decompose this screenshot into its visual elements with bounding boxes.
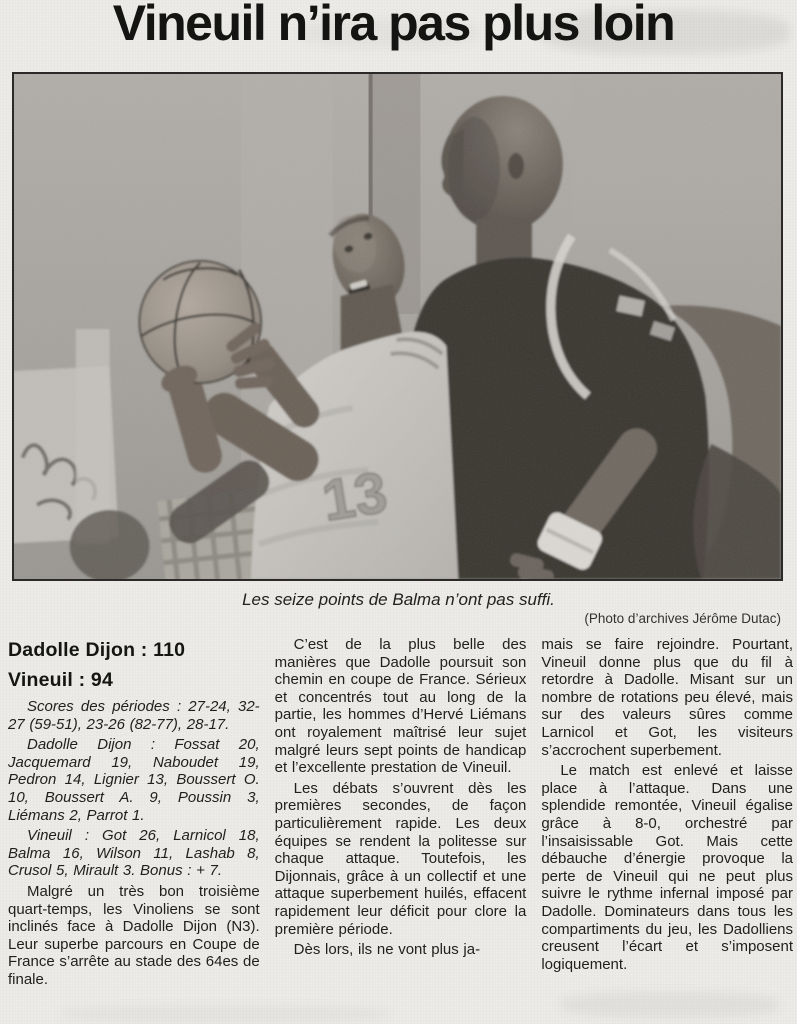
score-line-vineuil: Vineuil : 94: [8, 669, 113, 691]
score-line-dadolle: Dadolle Dijon : 110: [8, 639, 186, 661]
paragraph-body-3: Dès lors, ils ne vont plus ja-: [293, 941, 481, 959]
article-body: [8, 636, 793, 1024]
photo-credit: (Photo d’archives Jérôme Dutac): [584, 611, 781, 626]
paragraph-period-scores: Scores des périodes : 27-24, 32-27 (59-51), 23-26 (82-77), 28-17.: [8, 698, 260, 733]
paragraph-vineuil-scorers: Vineuil : Got 26, Larnicol 18, Balma 16, Wilson 11, Lashab 8, Crusol 5, Mirault 3. Bonus : + 7.: [8, 827, 260, 880]
column-right: [541, 636, 793, 1024]
photo-caption: Les seize points de Balma n’ont pas suffi.: [242, 590, 555, 609]
paragraph-body-4: mais se faire rejoindre. Pourtant, Vineuil donne plus que du fil à retordre à Dadolle. Misant sur un nombre de rotations peu élevé, mais sur des valeurs sûres comme Larnicol et Got, les visiteurs s’accrochent superbement.: [541, 636, 794, 759]
paragraph-dadolle-scorers: Dadolle Dijon : Fossat 20, Jacquemard 19, Naboudet 19, Pedron 14, Lignier 13, Boussert O. 10, Boussert A. 9, Poussin 3, Liémans 2, Parrot 1.: [8, 736, 260, 824]
column-left: [8, 636, 260, 1024]
paragraph-intro: Malgré un très bon troisième quart-temps, les Vinoliens se sont inclinés face à Dadolle Dijon (N3). Leur superbe parcours en Coupe de France s’arrête au stade des 64es de finale.: [8, 882, 260, 988]
photo-illustration: [14, 74, 781, 579]
headline: Vineuil n’ira pas plus loin: [112, 0, 675, 51]
jersey-number: 13: [317, 460, 392, 534]
paragraph-body-5: Le match est enlevé et laisse place à l’attaque. Dans une splendide remontée, Vineuil égalise grâce à 8-0, orchestré par l’insaisissable Got. Mais cette débauche d’énergie provoque la perte de Vineuil qui ne peut plus suivre le rythme infernal imposé par Dadolle. Dominateurs dans tous les compartiments du jeu, les Dadolliens creusent l’écart et s’imposent logiquement.: [541, 762, 794, 973]
paragraph-body-2: Les débats s’ouvrent dès les premières secondes, de façon particulièrement rapide. Les deux équipes se rendent la politesse sur chaque attaque. Toutefois, les Dijonnais, grâce à un collectif et une attaque superbement huilés, effacent rapidement leur déficit pour clore la première période.: [274, 779, 527, 938]
column-middle: [275, 636, 527, 1024]
paragraph-body-1: C’est de la plus belle des manières que Dadolle poursuit son chemin en coupe de France. Sérieux et concentrés tout au long de la partie, les hommes d’Hervé Liémans ont royalement maîtrisé leur sujet malgré leurs sept points de handicap et l’excellente prestation de Vineuil.: [274, 636, 527, 777]
photo-grain-overlay: [14, 74, 781, 579]
photo: [12, 72, 783, 581]
